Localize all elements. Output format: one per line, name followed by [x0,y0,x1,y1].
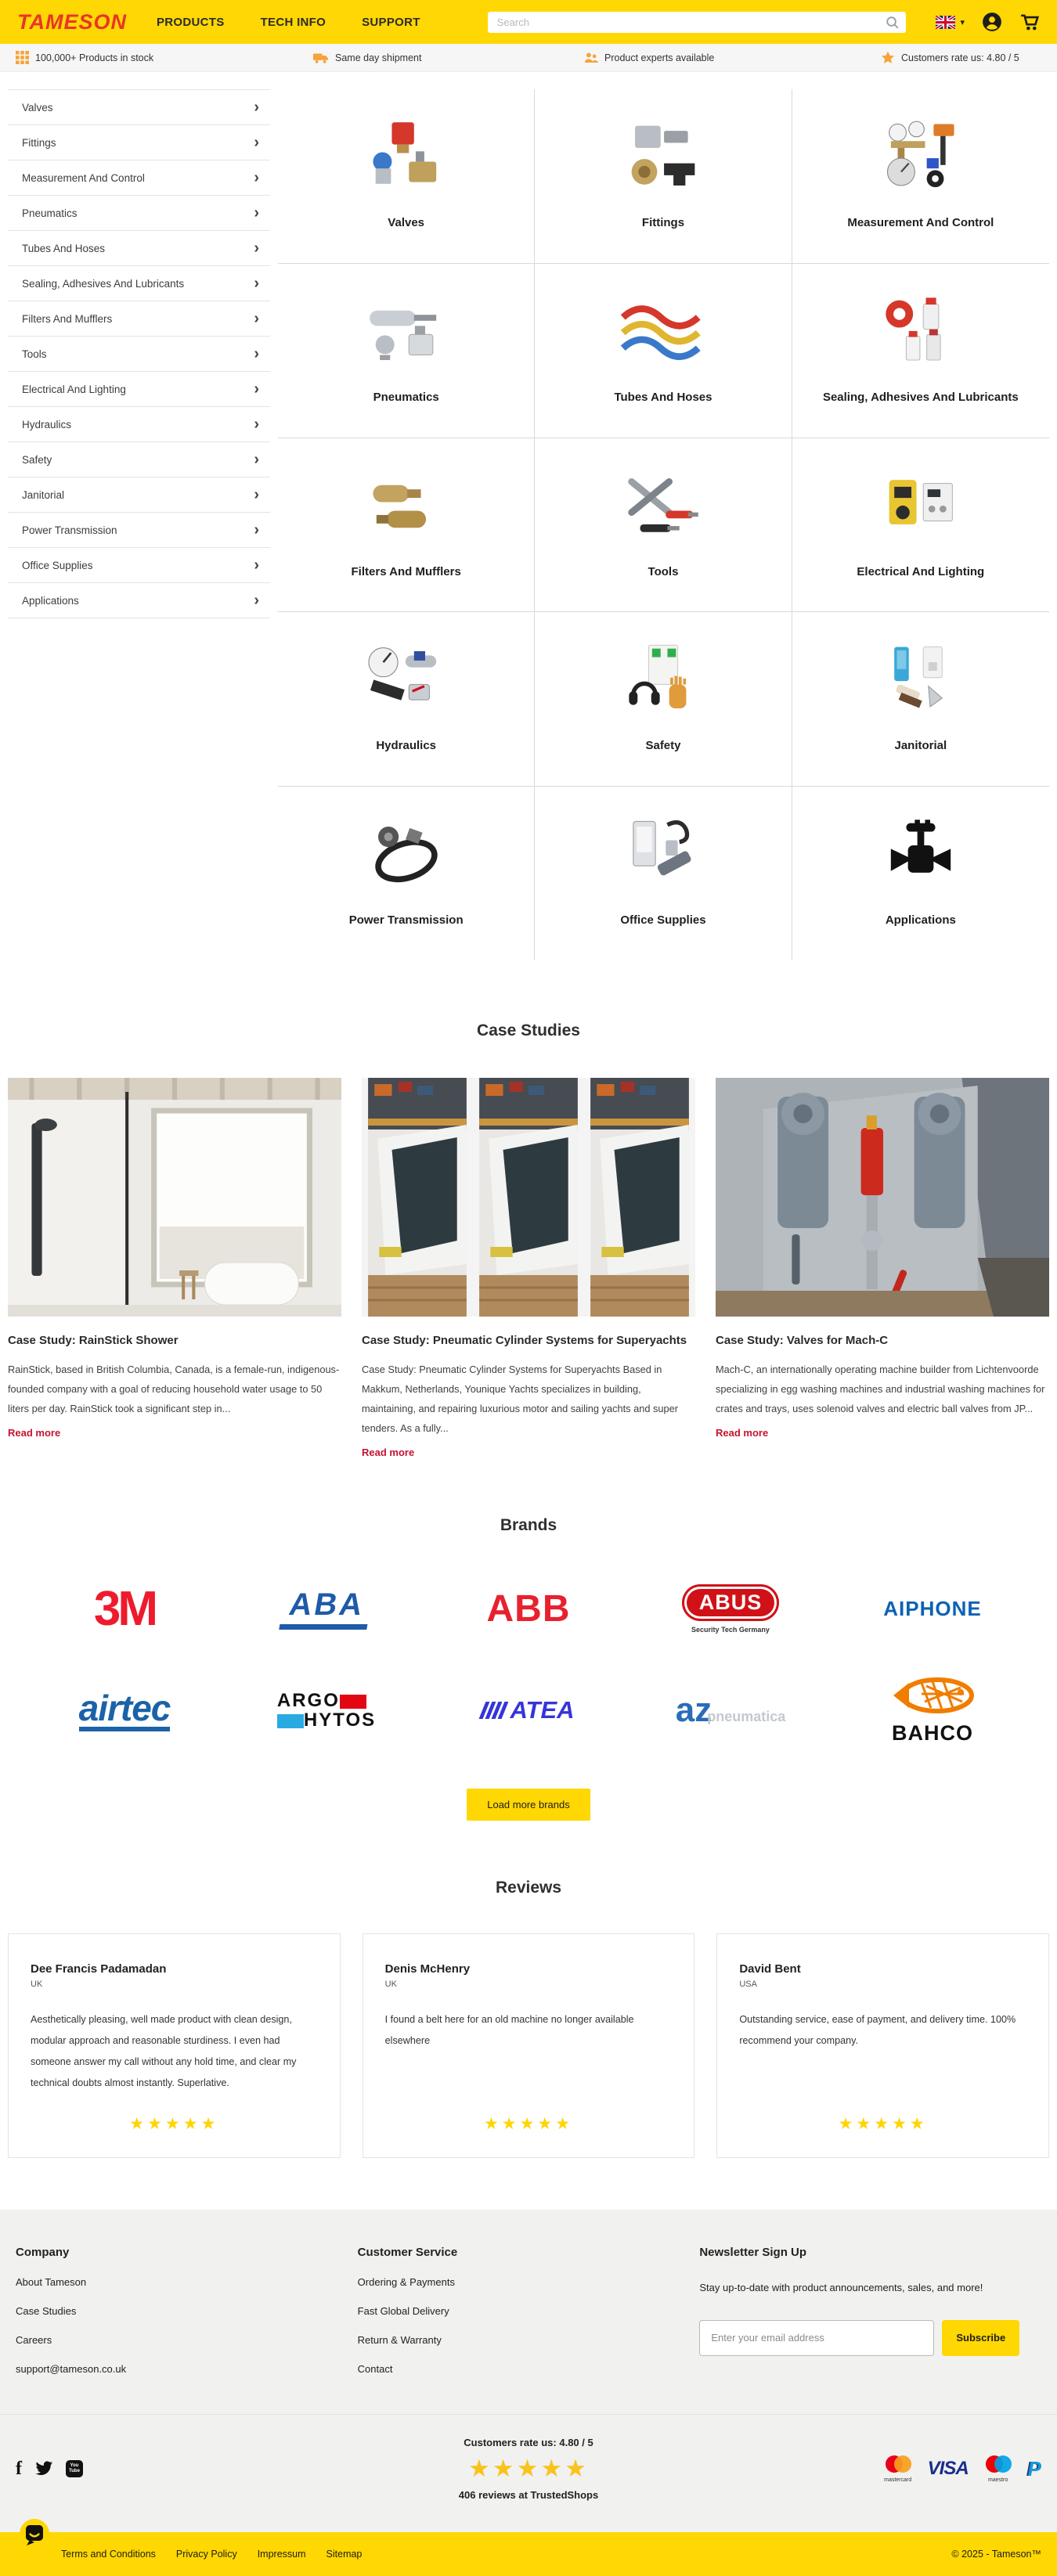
case-study-title: Case Study: Pneumatic Cylinder Systems for Superyachts [362,1333,687,1347]
sidebar-item-fittings[interactable]: Fittings › [8,125,270,160]
usp-label: Same day shipment [335,52,422,63]
category-tile-power-transmission[interactable] [278,787,535,960]
sidebar-item-applications[interactable]: Applications › [8,583,270,618]
review-stars: ★★★★★ [838,2115,928,2134]
footer-link-return-warranty[interactable]: Return & Warranty [357,2334,442,2347]
case-studies-cards [8,1078,1049,1460]
usp-bar [0,44,1057,72]
category-label: Applications [885,913,956,927]
category-label: Power Transmission [348,913,464,927]
sidebar-item-janitorial[interactable]: Janitorial › [8,477,270,513]
measurement-product-image [874,111,968,204]
sidebar-item-sealing-adhesives[interactable]: Sealing, Adhesives And Lubricants › [8,266,270,301]
footer-newsletter-column [699,2246,1041,2375]
bottom-bar [0,2532,1057,2576]
search-icon [885,15,900,30]
category-label: Office Supplies [620,913,706,927]
header-icons [936,12,1040,32]
footer-link-about-tameson[interactable]: About Tameson [16,2276,87,2289]
footer-link-support-email[interactable]: support@tameson.co.uk [16,2363,127,2376]
read-more-link[interactable]: Read more [8,1427,61,1439]
brand-logo-atea[interactable]: ATEA [482,1673,574,1748]
newsletter-title: Newsletter Sign Up [699,2246,807,2260]
case-study-card-superyachts [362,1078,695,1460]
category-grid [278,89,1049,960]
chevron-right-icon: › [254,345,259,362]
argo-cyan-square [277,1714,304,1728]
applications-product-image [874,809,968,901]
nav-tech-info[interactable]: TECH INFO [260,15,326,29]
usp-label: 100,000+ Products in stock [35,52,154,63]
newsletter-email-input[interactable] [699,2320,934,2356]
category-label: Electrical And Lighting [857,564,985,578]
header [0,0,1057,44]
case-study-title: Case Study: RainStick Shower [8,1333,179,1347]
chevron-right-icon: › [254,310,259,327]
review-text: Outstanding service, ease of payment, and delivery time. 100% recommend your company. [739,2014,1016,2047]
case-study-image-bathroom[interactable] [8,1078,341,1317]
reviewer-country: USA [739,1980,757,1990]
search-bar [488,12,907,33]
maestro-icon: maestro [983,2455,1014,2483]
review-cards [8,1933,1049,2158]
chevron-right-icon: › [254,169,259,186]
brand-logo-bahco[interactable]: BAHCO [886,1673,979,1748]
review-text: I found a belt here for an old machine no longer available elsewhere [384,2014,634,2047]
brand-logo-aba[interactable]: ABA [283,1571,370,1646]
tools-product-image [616,460,710,553]
paypal-icon: P [1027,2456,1041,2481]
footer-customer-service-column [358,2246,700,2375]
category-label: Filters And Mufflers [351,564,461,578]
usp-label: Customers rate us: 4.80 / 5 [901,52,1019,63]
review-text: Aesthetically pleasing, well made product with clean design, modular approach and reasonable sturdiness. I even had someone answer my call without any hold time, and clear my technical doubts almost instantly. Superlative. [31,2014,297,2089]
copyright-text: © 2025 - Tameson™ [951,2549,1041,2560]
category-tile-safety[interactable] [535,612,792,787]
argo-red-square [340,1695,366,1709]
search-input[interactable] [488,12,907,33]
sidebar-item-valves[interactable]: Valves › [8,90,270,125]
sidebar-item-safety[interactable]: Safety › [8,442,270,477]
footer-link-contact[interactable]: Contact [357,2363,393,2376]
chevron-right-icon: › [254,134,259,151]
category-tile-sealing-adhesives[interactable] [792,264,1049,438]
office-supplies-product-image [616,809,710,901]
reviewer-country: UK [384,1980,397,1990]
sidebar-item-tools[interactable]: Tools › [8,337,270,372]
case-study-card-rainstick [8,1078,341,1460]
footer-link-fast-global-delivery[interactable]: Fast Global Delivery [357,2305,449,2318]
social-icons [16,2459,298,2480]
category-label: Tools [648,564,679,578]
case-studies-title: Case Studies [477,1021,580,1039]
account-icon[interactable] [982,12,1002,32]
visa-icon: VISA [927,2458,969,2480]
chevron-right-icon: › [254,99,259,116]
category-tile-janitorial[interactable] [792,612,1049,787]
chevron-right-icon: › [254,451,259,468]
chevron-right-icon: › [254,521,259,539]
footer-link-careers[interactable]: Careers [16,2334,52,2347]
case-study-image-valve-actuators[interactable] [716,1078,1049,1317]
category-sidebar [8,89,270,960]
sidebar-item-office-supplies[interactable]: Office Supplies › [8,548,270,583]
category-label: Valves [388,216,425,229]
category-label: Tubes And Hoses [614,390,712,404]
usp-same-day-shipment [313,51,583,64]
main-content [0,72,1057,960]
category-tile-filters-and-mufflers[interactable] [278,438,535,613]
payment-icons [759,2455,1041,2483]
category-tile-pneumatics[interactable] [278,264,535,438]
load-more-brands-button[interactable]: Load more brands [467,1789,590,1821]
category-tile-hydraulics[interactable] [278,612,535,787]
category-tile-office-supplies[interactable] [535,787,792,960]
main-nav [157,16,420,29]
language-selector[interactable] [936,16,965,29]
janitorial-product-image [874,634,968,726]
trust-rating [298,2437,759,2501]
sidebar-item-pneumatics[interactable]: Pneumatics › [8,196,270,231]
grid-icon [16,51,29,64]
people-icon [583,51,598,64]
chat-widget-button[interactable] [19,2518,50,2553]
caret-down-icon: ▾ [960,17,965,27]
filters-product-image [359,460,453,553]
tubes-product-image [616,286,710,378]
category-tile-valves[interactable] [278,89,535,264]
truck-icon [313,51,329,64]
review-card [716,1933,1049,2158]
atea-hatch-icon [482,1702,505,1719]
sidebar-item-hydraulics[interactable]: Hydraulics › [8,407,270,442]
category-tile-tubes-and-hoses[interactable] [535,264,792,438]
review-stars: ★★★★★ [483,2115,574,2134]
link-impressum[interactable]: Impressum [257,2549,306,2560]
chevron-right-icon: › [254,416,259,433]
review-stars: ★★★★★ [129,2115,219,2134]
brand-logo-abus[interactable]: ABUS Security Tech Germany [682,1571,780,1646]
footer-column-title: Customer Service [357,2246,458,2260]
category-label: Measurement And Control [847,216,994,229]
category-tile-electrical-and-lighting[interactable] [792,438,1049,613]
category-label: Pneumatics [373,390,439,404]
usp-label: Product experts available [604,52,715,63]
brands-section [0,1516,1057,1821]
trust-stars: ★★★★★ [468,2455,589,2483]
link-terms-and-conditions[interactable]: Terms and Conditions [61,2549,156,2560]
footer [0,2210,1057,2414]
chevron-right-icon: › [254,380,259,398]
reviews-title: Reviews [495,1879,562,1897]
subscribe-button[interactable]: Subscribe [942,2320,1019,2356]
youtube-icon[interactable]: You Tube [66,2459,83,2480]
case-study-card-mach-c [716,1078,1049,1460]
chevron-right-icon: › [254,275,259,292]
fittings-product-image [616,111,710,204]
twitter-icon[interactable] [34,2459,53,2480]
chevron-right-icon: › [254,592,259,609]
brand-logo-airtec[interactable]: airtec [79,1673,171,1748]
category-tile-applications[interactable] [792,787,1049,960]
category-label: Hydraulics [376,739,437,753]
case-study-title: Case Study: Valves for Mach-C [716,1333,889,1347]
uk-flag-icon [936,16,955,29]
sidebar-item-measurement-and-control[interactable]: Measurement And Control › [8,160,270,196]
sidebar-item-power-transmission[interactable]: Power Transmission › [8,513,270,548]
usp-product-experts [583,51,881,64]
brand-logo-aiphone[interactable]: AIPHONE [883,1596,982,1620]
category-label: Sealing, Adhesives And Lubricants [822,390,1019,404]
facebook-icon[interactable]: f [16,2458,22,2479]
link-privacy-policy[interactable]: Privacy Policy [175,2549,237,2560]
mastercard-icon: mastercard [882,2455,914,2483]
power-transmission-product-image [359,809,453,901]
nav-support[interactable]: SUPPORT [362,15,420,29]
sidebar-item-filters-and-mufflers[interactable]: Filters And Mufflers › [8,301,270,337]
valves-product-image [359,111,453,204]
footer-link-ordering-payments[interactable]: Ordering & Payments [357,2276,455,2289]
cart-icon[interactable] [1019,13,1040,31]
usp-customer-rating [881,51,1019,64]
reviews-section [0,1879,1057,2158]
brands-title: Brands [500,1516,557,1535]
category-tile-fittings[interactable] [535,89,792,264]
nav-products[interactable]: PRODUCTS [157,15,225,29]
usp-products-in-stock [16,51,313,64]
brand-logo-az-pneumatica[interactable]: az pneumatica [675,1691,786,1730]
legal-links [61,2549,362,2560]
footer-link-case-studies[interactable]: Case Studies [16,2305,77,2318]
case-study-image-yacht-doors[interactable] [362,1078,695,1317]
sealing-product-image [874,286,968,378]
review-card [8,1933,341,2158]
chevron-right-icon: › [254,204,259,222]
reviewer-name: David Bent [739,1962,801,1976]
brand-logo-argo-hytos[interactable]: ARGO HYTOS [276,1689,377,1731]
case-study-text: Mach-C, an internationally operating machine builder from Lichtenvoorde specializing in egg washing machines and industrial washing machines for crates and trays, uses solenoid valves and electric ball valves from JP... [716,1364,1045,1415]
category-label: Janitorial [894,739,947,753]
pneumatics-product-image [359,286,453,378]
trust-bar [0,2414,1057,2532]
star-icon [881,51,895,64]
chevron-right-icon: › [254,486,259,503]
reviewer-country: UK [31,1980,43,1990]
newsletter-description: Stay up-to-date with product announcements, sales, and more! [699,2282,983,2294]
category-label: Fittings [641,216,685,229]
footer-column-title: Company [16,2246,70,2260]
electrical-product-image [874,460,968,553]
bahco-fish-icon [886,1675,979,1716]
read-more-link[interactable]: Read more [362,1447,415,1459]
review-card [363,1933,695,2158]
category-tile-measurement-and-control[interactable] [792,89,1049,264]
hydraulics-product-image [359,634,453,726]
brand-logo-abb[interactable]: ABB [486,1587,571,1630]
case-study-text: RainStick, based in British Columbia, Canada, is a female-run, indigenous-founded company with a goal of reducing household water usage to 50 liters per day. RainStick took a significant step in... [8,1364,340,1415]
read-more-link[interactable]: Read more [716,1427,769,1439]
trust-reviews-text: 406 reviews at TrustedShops [458,2489,599,2502]
category-label: Safety [645,739,681,753]
brand-grid [0,1571,1057,1748]
category-tile-tools[interactable] [535,438,792,613]
reviewer-name: Dee Francis Padamadan [31,1962,167,1976]
safety-product-image [616,634,710,726]
reviewer-name: Denis McHenry [384,1962,471,1976]
footer-company-column [16,2246,358,2375]
link-sitemap[interactable]: Sitemap [326,2549,363,2560]
chevron-right-icon: › [254,557,259,574]
trust-rating-text: Customers rate us: 4.80 / 5 [464,2437,593,2449]
tameson-logo[interactable]: TAMESON [17,9,127,34]
case-studies-section [0,1021,1057,1460]
sidebar-item-tubes-and-hoses[interactable]: Tubes And Hoses › [8,231,270,266]
case-study-text: Case Study: Pneumatic Cylinder Systems for Superyachts Based in Makkum, Netherlands, Younique Yachts specializes in building, maintaining, and repairing luxurious motor and sailing yachts and super tenders. As a fully... [362,1364,679,1435]
chevron-right-icon: › [254,240,259,257]
sidebar-item-electrical-and-lighting[interactable]: Electrical And Lighting › [8,372,270,407]
brand-logo-3m[interactable]: 3M [93,1581,156,1636]
